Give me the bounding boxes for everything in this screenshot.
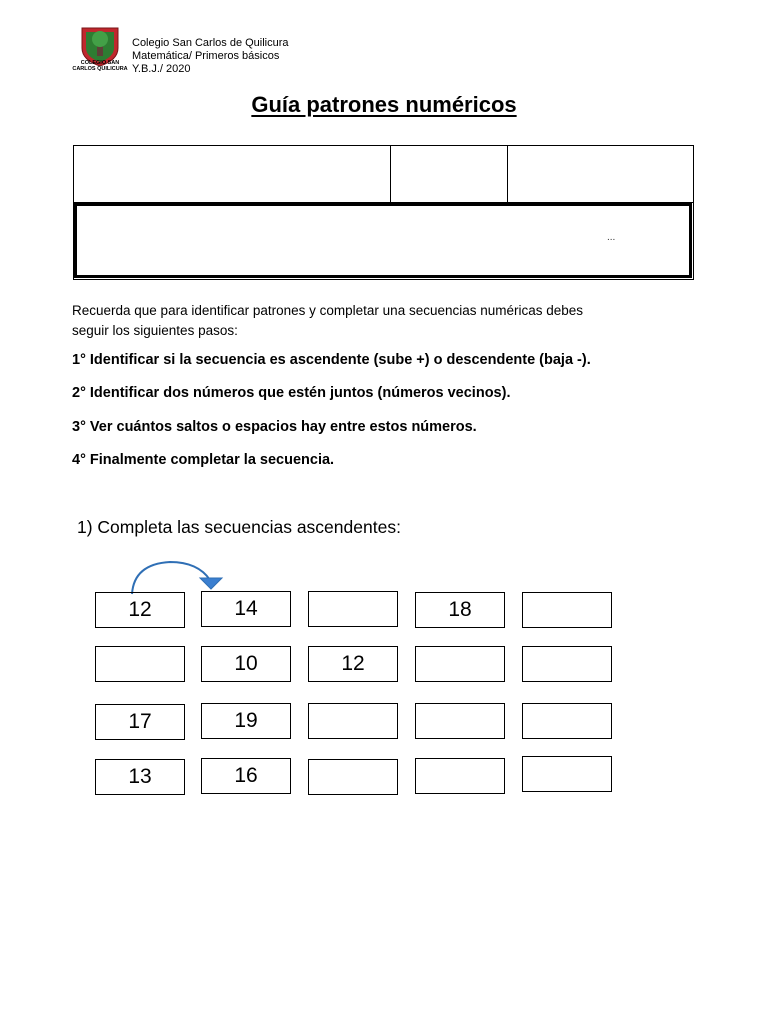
- step-4: 4° Finalmente completar la secuencia.: [72, 452, 335, 468]
- sequence-box[interactable]: 13: [95, 759, 185, 795]
- sequence-box[interactable]: 10: [201, 646, 291, 682]
- intro-line-2: seguir los siguientes pasos:: [72, 323, 238, 338]
- logo-caption: COLEGIO SAN CARLOS QUILICURA: [72, 60, 128, 72]
- sequence-box[interactable]: 16: [201, 758, 291, 794]
- sequence-box[interactable]: [522, 592, 612, 628]
- exercise-title: 1) Completa las secuencias ascendentes:: [77, 517, 401, 537]
- sequence-box[interactable]: [522, 756, 612, 792]
- objective-cell[interactable]: [74, 203, 692, 278]
- subject-line: Matemática/ Primeros básicos: [132, 50, 280, 62]
- intro-line-1: Recuerda que para identificar patrones y completar una secuencias numéricas debes: [72, 303, 584, 318]
- sequence-box[interactable]: [308, 591, 398, 627]
- sequence-box[interactable]: 18: [415, 592, 505, 628]
- ellipsis-text: ...: [607, 232, 616, 243]
- sequence-box[interactable]: [415, 703, 505, 739]
- sequence-box[interactable]: 19: [201, 703, 291, 739]
- sequence-box[interactable]: [308, 759, 398, 795]
- step-2: 2° Identificar dos números que estén juntos (números vecinos).: [72, 385, 511, 401]
- sequence-box[interactable]: 12: [95, 592, 185, 628]
- sequence-box[interactable]: 12: [308, 646, 398, 682]
- date-cell[interactable]: [508, 146, 693, 203]
- step-3: 3° Ver cuántos saltos o espacios hay entre estos números.: [72, 419, 477, 435]
- school-name: Colegio San Carlos de Quilicura: [132, 37, 289, 49]
- sequence-box[interactable]: [522, 646, 612, 682]
- sequence-box[interactable]: [308, 703, 398, 739]
- course-cell[interactable]: [391, 146, 508, 203]
- sequence-box[interactable]: [522, 703, 612, 739]
- name-cell[interactable]: [74, 146, 391, 203]
- step-1: 1° Identificar si la secuencia es ascendente (sube +) o descendente (baja -).: [72, 352, 591, 368]
- sequence-box[interactable]: [415, 646, 505, 682]
- sequence-box[interactable]: [415, 758, 505, 794]
- sequence-box[interactable]: 14: [201, 591, 291, 627]
- student-info-table: [73, 145, 694, 280]
- sequence-box[interactable]: [95, 646, 185, 682]
- author-year: Y.B.J./ 2020: [132, 63, 191, 75]
- sequence-box[interactable]: 17: [95, 704, 185, 740]
- page-title: Guía patrones numéricos: [251, 92, 517, 117]
